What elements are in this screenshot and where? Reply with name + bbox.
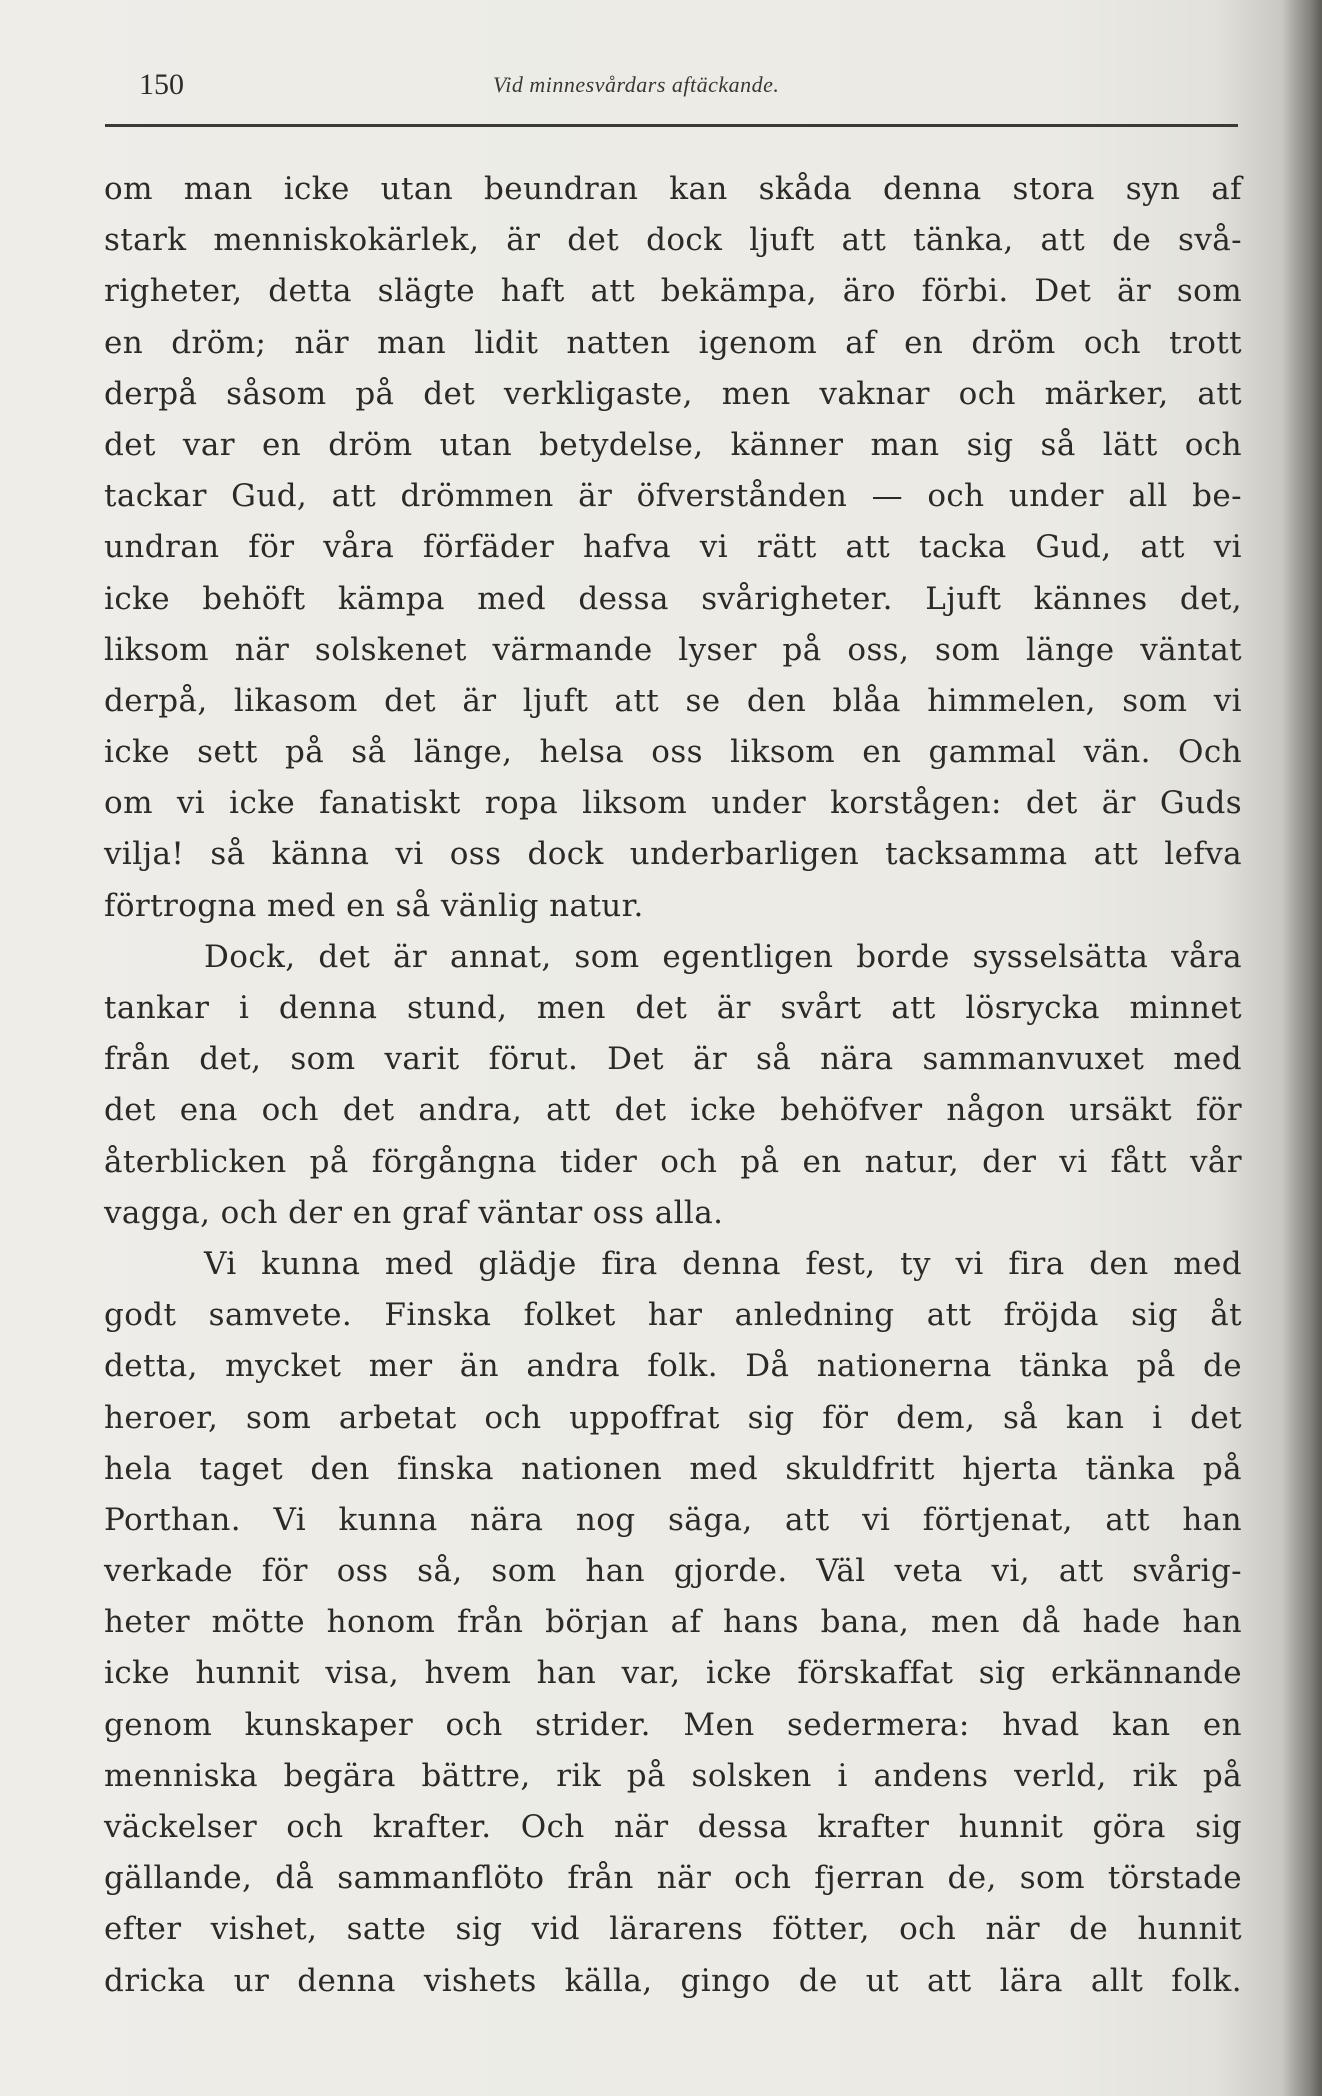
- paragraph-start-line: Dock, det är annat, som egentligen borde sysselsätta våra: [204, 938, 1242, 975]
- text-line: om man icke utan beundran kan skåda denna stora syn af: [104, 171, 1242, 207]
- text-line: vilja! så känna vi oss dock underbarligen tacksamma att lefva: [104, 836, 1242, 873]
- text-line: liksom när solskenet värmande lyser på oss, som länge väntat: [104, 631, 1242, 668]
- page-number: 150: [139, 68, 184, 101]
- text-line: verkade för oss så, som han gjorde. Väl veta vi, att svårig-: [104, 1553, 1242, 1590]
- page-header: [105, 62, 1240, 122]
- text-line: återblicken på förgångna tider och på en natur, der vi fått vår: [104, 1143, 1242, 1180]
- text-line: icke sett på så länge, helsa oss liksom en gammal vän. Och: [104, 734, 1242, 771]
- text-line: dricka ur denna vishets källa, gingo de ut att lära allt folk.: [104, 1962, 1242, 1999]
- text-line: tackar Gud, att drömmen är öfverstånden — och under all be-: [104, 478, 1242, 515]
- paragraph-end-line: vagga, och der en graf väntar oss alla.: [104, 1194, 724, 1231]
- text-line: hela taget den finska nationen med skuldfritt hjerta tänka på: [104, 1450, 1242, 1487]
- text-line: väckelser och krafter. Och när dessa krafter hunnit göra sig: [104, 1809, 1242, 1845]
- text-line: derpå såsom på det verkligaste, men vaknar och märker, att: [104, 375, 1242, 412]
- paragraph-start-line: Vi kunna med glädje fira denna fest, ty vi fira den med: [204, 1245, 1242, 1282]
- text-line: stark menniskokärlek, är det dock ljuft att tänka, att de svå-: [104, 222, 1242, 259]
- body-text: [104, 164, 1242, 2007]
- text-line: menniska begära bättre, rik på solsken i andens verld, rik på: [104, 1757, 1242, 1794]
- text-line: efter vishet, satte sig vid lärarens fötter, och när de hunnit: [104, 1911, 1242, 1948]
- text-line: det ena och det andra, att det icke behöfver någon ursäkt för: [104, 1092, 1242, 1129]
- text-line: derpå, likasom det är ljuft att se den blåa himmelen, som vi: [104, 682, 1242, 719]
- text-line: godt samvete. Finska folket har anledning att fröjda sig åt: [104, 1297, 1242, 1334]
- text-line: tankar i denna stund, men det är svårt att lösrycka minnet: [104, 990, 1242, 1026]
- text-line: icke hunnit visa, hvem han var, icke förskaffat sig erkännande: [104, 1655, 1242, 1692]
- text-line: Porthan. Vi kunna nära nog säga, att vi förtjenat, att han: [104, 1501, 1242, 1538]
- text-line: en dröm; när man lidit natten igenom af en dröm och trott: [104, 324, 1242, 361]
- text-line: icke behöft kämpa med dessa svårigheter. Ljuft kännes det,: [104, 580, 1242, 617]
- text-line: det var en dröm utan betydelse, känner man sig så lätt och: [104, 426, 1242, 463]
- text-line: detta, mycket mer än andra folk. Då nationerna tänka på de: [104, 1348, 1242, 1385]
- text-line: heroer, som arbetat och uppoffrat sig för dem, så kan i det: [104, 1399, 1242, 1436]
- text-line: heter mötte honom från början af hans bana, men då hade han: [104, 1604, 1242, 1641]
- paragraph-end-line: förtrogna med en så vänlig natur.: [104, 887, 644, 924]
- text-line: om vi icke fanatiskt ropa liksom under korstågen: det är Guds: [104, 785, 1242, 822]
- running-title: Vid minnesvårdars aftäckande.: [493, 72, 780, 97]
- binding-shadow: [1282, 0, 1322, 2096]
- text-line: undran för våra förfäder hafva vi rätt att tacka Gud, att vi: [104, 529, 1242, 566]
- text-line: genom kunskaper och strider. Men sedermera: hvad kan en: [104, 1706, 1242, 1743]
- text-line: righeter, detta slägte haft att bekämpa, äro förbi. Det är som: [104, 273, 1242, 310]
- text-line: från det, som varit förut. Det är så nära sammanvuxet med: [104, 1041, 1242, 1078]
- header-rule: [105, 124, 1238, 127]
- text-line: gällande, då sammanflöto från när och fjerran de, som törstade: [104, 1860, 1242, 1897]
